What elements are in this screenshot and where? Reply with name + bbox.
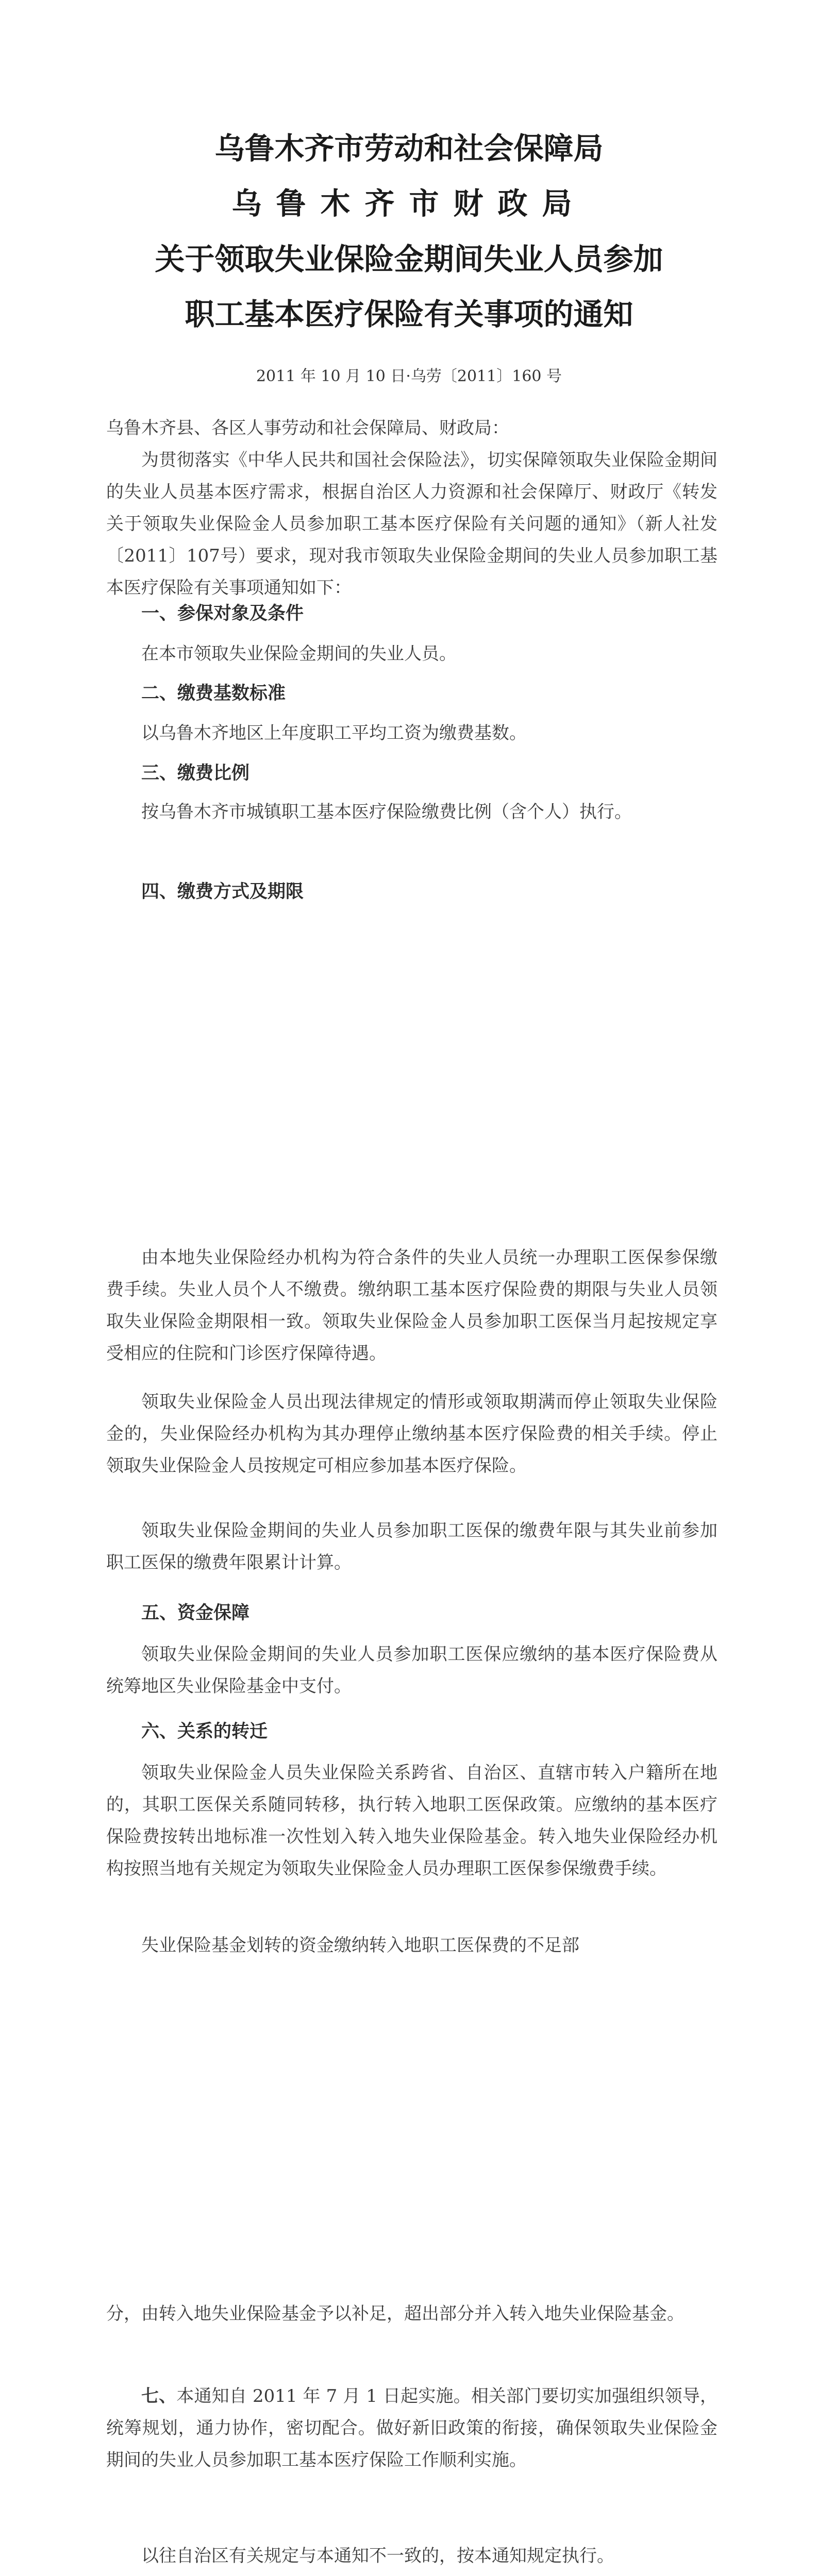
- section-5-text: 领取失业保险金期间的失业人员参加职工医保应缴纳的基本医疗保险费从统筹地区失业保险基金中支付。: [106, 1644, 717, 1697]
- closing-paragraph: 以往自治区有关规定与本通知不一致的，按本通知规定执行。: [141, 2546, 614, 2566]
- section-6-paragraph-2-end: 分，由转入地失业保险基金予以补足，超出部分并入转入地失业保险基金。: [106, 2303, 685, 2324]
- intro-paragraph: 为贯彻落实《中华人民共和国社会保险法》，切实保障领取失业保险金期间的失业人员基本医疗需求，根据自治区人力资源和社会保障厅、财政厅《转发关于领取失业保险金人员参加职工基本医疗保险有关问题的通知》（新人社发〔2011〕107号）要求，现对我市领取失业保险金期间的失业人员参加职工基本医疗保险有关事项通知如下：: [106, 450, 717, 598]
- title-line-4: 职工基本医疗保险有关事项的通知: [185, 297, 633, 332]
- section-2-text: 以乌鲁木齐地区上年度职工平均工资为缴费基数。: [141, 723, 527, 743]
- section-6-paragraph-1: 领取失业保险金人员失业保险关系跨省、自治区、直辖市转入户籍所在地的，其职工医保关系随同转移，执行转入地职工医保政策。应缴纳的基本医疗保险费按转出地标准一次性划入转入地失业保险基金。转入地失业保险经办机构按照当地有关规定为领取失业保险金人员办理职工医保参保缴费手续。: [106, 1762, 717, 1879]
- section-6-heading: 六、关系的转迁: [141, 1721, 268, 1742]
- title-line-2: 乌鲁木齐市财政局: [231, 186, 587, 221]
- title-line-1: 乌鲁木齐市劳动和社会保障局: [214, 131, 604, 166]
- section-7-paragraph: [106, 2380, 717, 2476]
- section-4-paragraph-2: 领取失业保险金人员出现法律规定的情形或领取期满而停止领取失业保险金的，失业保险经办机构为其办理停止缴纳基本医疗保险费的相关手续。停止领取失业保险金人员按规定可相应参加基本医疗保险。: [106, 1392, 717, 1476]
- section-6-paragraph-2-start: 失业保险基金划转的资金缴纳转入地职工医保费的不足部: [141, 1935, 579, 1956]
- section-1-heading: 一、参保对象及条件: [141, 603, 304, 624]
- section-3-text: 按乌鲁木齐市城镇职工基本医疗保险缴费比例（含个人）执行。: [141, 802, 632, 822]
- salutation: 乌鲁木齐县、各区人事劳动和社会保障局、财政局：: [106, 418, 509, 438]
- section-7-label: 七、: [141, 2386, 177, 2406]
- dateline: 2011 年 10 月 10 日·乌劳〔2011〕160 号: [256, 367, 562, 385]
- section-4-paragraph-1: 由本地失业保险经办机构为符合条件的失业人员统一办理职工医保参保缴费手续。失业人员个人不缴费。缴纳职工基本医疗保险费的期限与失业人员领取失业保险金期限相一致。领取失业保险金人员参加职工医保当月起按规定享受相应的住院和门诊医疗保障待遇。: [106, 1247, 717, 1364]
- section-2-heading: 二、缴费基数标准: [141, 683, 286, 704]
- title-line-3: 关于领取失业保险金期间失业人员参加: [155, 242, 663, 277]
- section-5-heading: 五、资金保障: [141, 1603, 250, 1623]
- section-7-text: 本通知自 2011 年 7 月 1 日起实施。相关部门要切实加强组织领导，统筹规划，通力协作，密切配合。做好新旧政策的衔接，确保领取失业保险金期间的失业人员参加职工基本医疗保险工作顺利实施。: [106, 2386, 718, 2470]
- section-4-paragraph-3: 领取失业保险金期间的失业人员参加职工医保的缴费年限与其失业前参加职工医保的缴费年限累计计算。: [106, 1520, 717, 1573]
- section-1-text: 在本市领取失业保险金期间的失业人员。: [141, 643, 457, 664]
- section-3-heading: 三、缴费比例: [141, 763, 250, 784]
- section-4-heading: 四、缴费方式及期限: [141, 882, 304, 902]
